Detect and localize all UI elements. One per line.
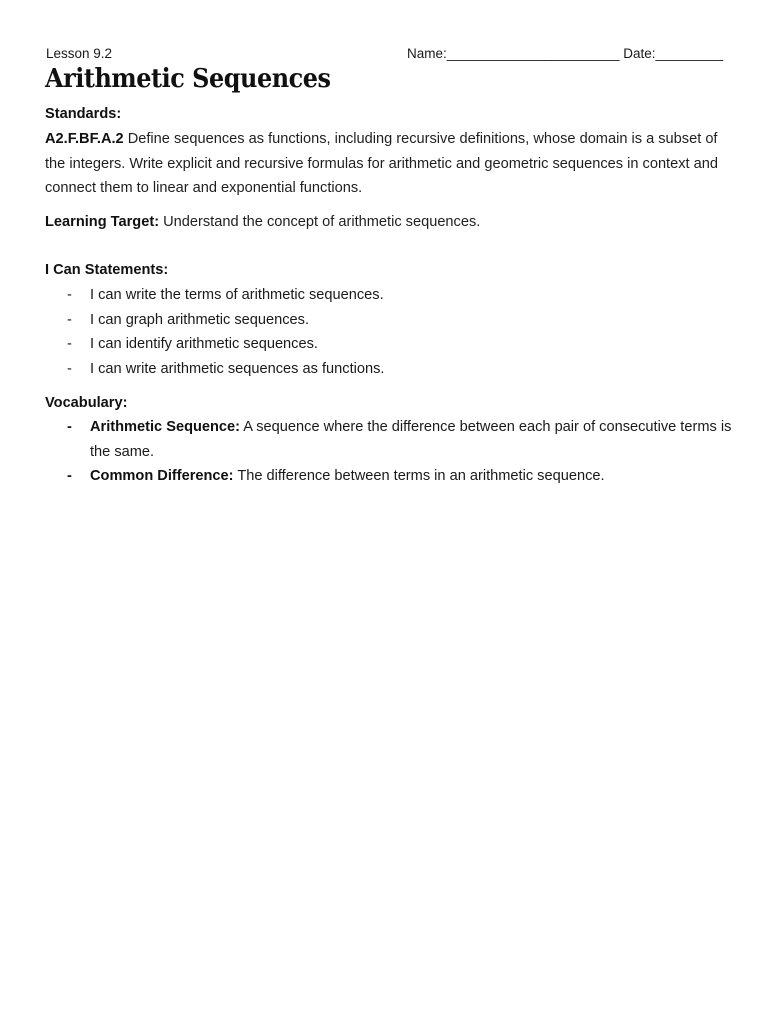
i-can-heading bbox=[45, 258, 735, 283]
vocab-definition: A sequence where the difference between each pair of consecutive terms is the same. bbox=[90, 419, 732, 460]
list-item bbox=[45, 283, 735, 308]
i-can-item-text: I can graph arithmetic sequences. bbox=[90, 311, 310, 328]
i-can-heading-label: I Can Statements: bbox=[45, 262, 169, 278]
vocabulary-heading bbox=[45, 391, 735, 416]
dash-bullet: - bbox=[67, 311, 72, 328]
vocab-term: Common Difference: bbox=[90, 468, 234, 484]
i-can-item-text: I can write arithmetic sequences as functions. bbox=[90, 360, 385, 377]
vocabulary-heading-label: Vocabulary: bbox=[45, 395, 128, 411]
lesson-number: Lesson 9.2 bbox=[46, 46, 113, 61]
dash-bullet: - bbox=[67, 336, 72, 352]
vocab-definition: The difference between terms in an arithmetic sequence. bbox=[233, 468, 605, 484]
standard-code: A2.F.BF.A.2 bbox=[45, 131, 124, 147]
vocabulary-list bbox=[45, 415, 735, 489]
standards-heading-label: Standards: bbox=[45, 106, 122, 122]
standard-text: Define sequences as functions, including recursive definitions, whose domain is a subset of the integers. Write explicit and recursive formulas for arithmetic and geometric sequences in context and connect them to linear and exponential functions. bbox=[45, 131, 718, 196]
dash-bullet: - bbox=[67, 419, 72, 435]
i-can-item-text: I can identify arithmetic sequences. bbox=[90, 336, 318, 352]
dash-bullet: - bbox=[67, 360, 72, 377]
list-item bbox=[45, 332, 735, 357]
dash-bullet: - bbox=[67, 468, 72, 484]
learning-target-label: Learning Target: bbox=[45, 214, 160, 230]
standards-paragraph bbox=[45, 127, 735, 201]
standards-heading bbox=[45, 102, 735, 127]
i-can-list bbox=[45, 283, 735, 381]
page-title: Arithmetic Sequences bbox=[45, 64, 331, 94]
vocab-term: Arithmetic Sequence: bbox=[90, 419, 241, 435]
header-row bbox=[46, 46, 722, 64]
list-item bbox=[45, 357, 735, 382]
dash-bullet: - bbox=[67, 287, 72, 303]
list-item bbox=[45, 415, 735, 464]
list-item bbox=[45, 464, 735, 489]
learning-target bbox=[45, 210, 735, 235]
learning-target-text: Understand the concept of arithmetic sequences. bbox=[159, 214, 481, 230]
i-can-item-text: I can write the terms of arithmetic sequences. bbox=[90, 287, 384, 303]
list-item bbox=[45, 308, 735, 333]
name-date-line: Name:_______________________ Date:_________ bbox=[407, 46, 724, 61]
